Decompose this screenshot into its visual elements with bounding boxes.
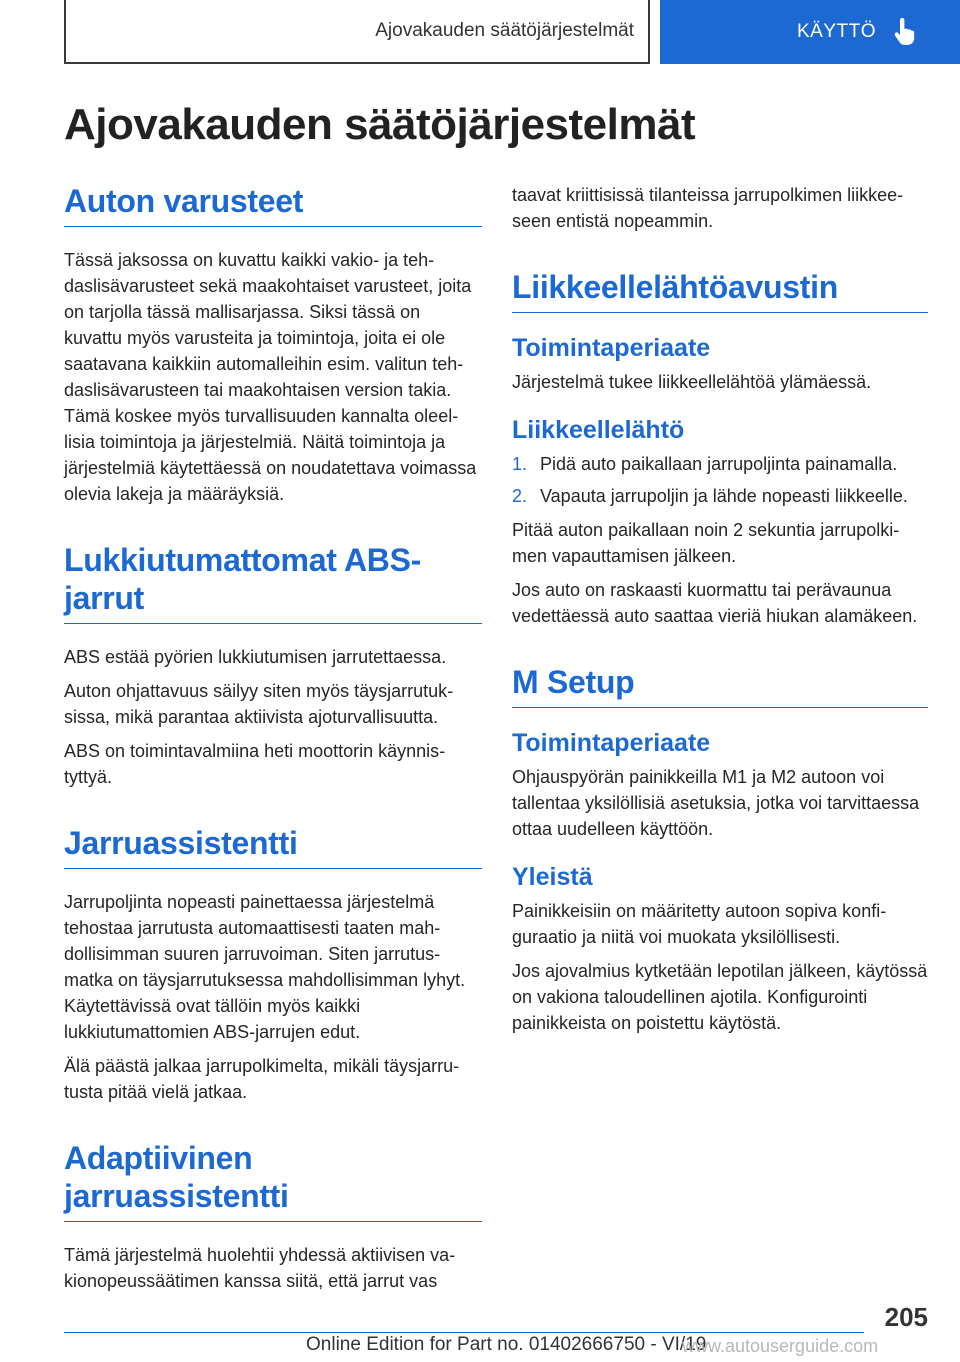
header-chapter-text: KÄYTTÖ: [796, 21, 876, 42]
footer-divider: [64, 1332, 864, 1333]
paragraph: taavat kriittisissä tilanteissa jarrupolkimen liikkeeseen entistä nopeammin.: [512, 185, 904, 231]
paragraph: ABS estää pyörien lukkiutumisen jarrutettaessa.: [64, 647, 447, 667]
list-item: [512, 483, 928, 509]
header-section-label: [64, 0, 650, 64]
step-number: 2.: [512, 486, 528, 506]
subheading-yleista: Yleistä: [512, 863, 593, 891]
paragraph: Tämä järjestelmä huolehtii yhdessä aktiivisen vakionopeussäätimen kanssa siitä, että jarrut vas: [64, 1245, 456, 1291]
paragraph: Painikkeisiin on määritetty autoon sopiva konfiguraatio ja niitä voi muokata yksilöllisesti.: [512, 901, 887, 947]
steps-list: [512, 451, 928, 509]
page-title: Ajovakauden säätöjärjestelmät: [64, 100, 696, 149]
section-heading-adaptiivinen: Adaptiivinen jarruassistentti: [64, 1139, 482, 1222]
section-heading-abs: Lukkiutumattomat ABS-jarrut: [64, 541, 482, 624]
footer-edition-text: Online Edition for Part no. 01402666750 - VI/19: [306, 1334, 707, 1355]
subheading-liikkeellelahto: Liikkeellelähtö: [512, 416, 685, 444]
right-column: [512, 182, 928, 1044]
step-text: Vapauta jarrupoljin ja lähde nopeasti liikkeelle.: [540, 486, 908, 506]
section-heading-liikkeellelahtoavustin: Liikkeellelähtöavustin: [512, 268, 928, 313]
subheading-toimintaperiaate: Toimintaperiaate: [512, 729, 711, 757]
paragraph: ABS on toimintavalmiina heti moottorin käynnistyttyä.: [64, 741, 446, 787]
paragraph: Järjestelmä tukee liikkeellelähtöä ylämäessä.: [512, 372, 872, 392]
section-heading-m-setup: M Setup: [512, 663, 928, 708]
paragraph: Auton ohjattavuus säilyy siten myös täysjarrutuksissa, mikä parantaa aktiivista ajoturvallisuutta.: [64, 681, 454, 727]
paragraph: Jos auto on raskaasti kuormattu tai perävaunua vedettäessä auto saattaa vieriä hiukan alamäkeen.: [512, 580, 918, 626]
list-item: [512, 451, 928, 477]
subheading-toimintaperiaate: Toimintaperiaate: [512, 334, 711, 362]
paragraph: Jos ajovalmius kytketään lepotilan jälkeen, käytössä on vakiona taloudellinen ajotila. Konfigurointi painikkeista on poistettu käytöstä.: [512, 961, 928, 1033]
step-number: 1.: [512, 454, 528, 474]
header-chapter-tab[interactable]: [660, 0, 960, 64]
paragraph: Älä päästä jalkaa jarrupolkimelta, mikäli täysjarrutusta pitää vielä jatkaa.: [64, 1056, 460, 1102]
paragraph: Tässä jaksossa on kuvattu kaikki vakio- ja tehdaslisävarusteet sekä maakohtaiset varusteet, joita on tarjolla tässä mallisarjassa. Siksi tässä on kuvattu myös varusteita ja toimintoja, joita ei ole saatavana kaikkiin automalleihin esim. valitun tehdaslisävarusteen tai maakohtaisen version takia. Tämä koskee myös turvallisuuden kannalta oleellisia toimintoja ja järjestelmiä. Näitä toimintoja ja järjestelmiä käytettäessä on noudatettava voimassa olevia lakeja ja määräyksiä.: [64, 250, 477, 504]
section-heading-jarruassistentti: Jarruassistentti: [64, 824, 482, 869]
left-column: [64, 182, 482, 1302]
hand-pointer-icon: [892, 18, 918, 46]
watermark: www.autouserguide.com: [682, 1336, 879, 1356]
section-heading-auton-varusteet: Auton varusteet: [64, 182, 482, 227]
paragraph: Jarrupoljinta nopeasti painettaessa järjestelmä tehostaa jarrutusta automaattisesti taaten mahdollisimman suuren jarruvoiman. Siten jarrutusmatka on täysjarrutuksessa mahdollisimman lyhyt. Käytettävissä ovat tällöin myös kaikki lukkiutumattomien ABS-jarrujen edut.: [64, 892, 466, 1042]
paragraph: Pitää auton paikallaan noin 2 sekuntia jarrupolkimen vapauttamisen jälkeen.: [512, 520, 900, 566]
step-text: Pidä auto paikallaan jarrupoljinta painamalla.: [540, 454, 898, 474]
page-number: 205: [884, 1302, 928, 1332]
paragraph: Ohjauspyörän painikkeilla M1 ja M2 autoon voi tallentaa yksilöllisiä asetuksia, jotka voi tarvittaessa ottaa uudelleen käyttöön.: [512, 767, 920, 839]
header-section-text: Ajovakauden säätöjärjestelmät: [375, 20, 634, 41]
